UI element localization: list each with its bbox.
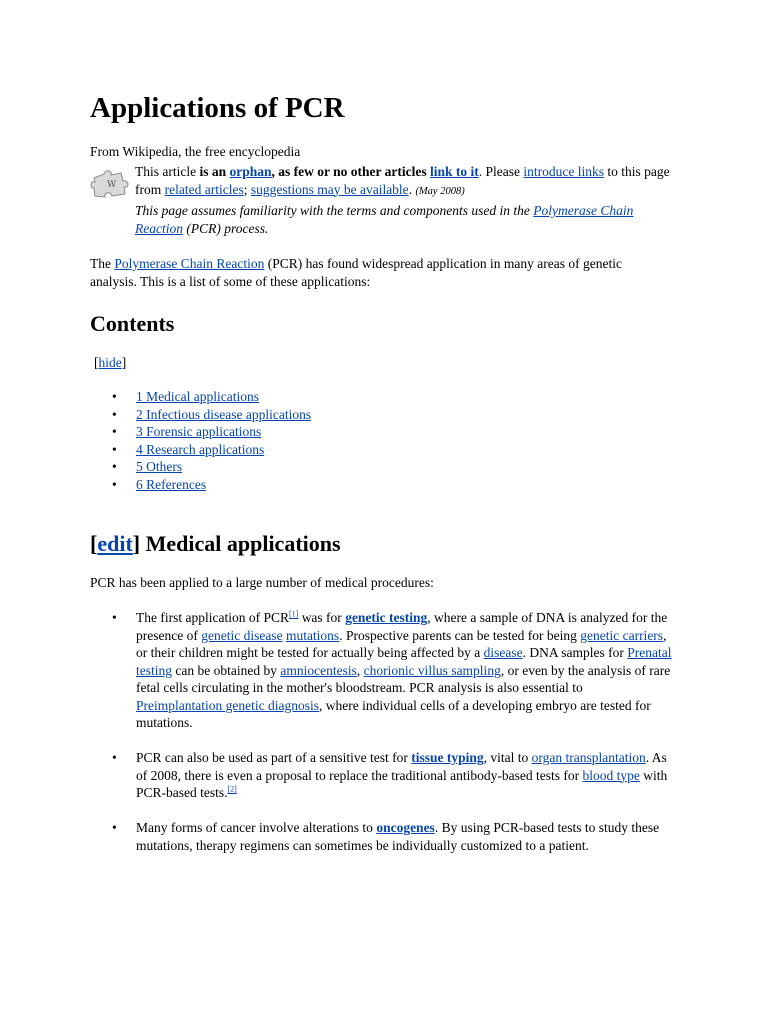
toc-link-references[interactable]: 6 References	[136, 476, 207, 492]
intro-paragraph: The Polymerase Chain Reaction (PCR) has found widespread application in many areas of genetic analysis. This is a list of some of these applications:	[90, 256, 622, 289]
toc-item	[90, 441, 311, 459]
pcr-link-intro[interactable]: Polymerase Chain Reaction	[114, 256, 265, 271]
hide-toggle: [hide]	[94, 355, 127, 370]
contents-heading: Contents	[90, 311, 175, 336]
amniocentesis-link[interactable]: amniocentesis	[280, 662, 357, 678]
toc-item	[90, 458, 311, 476]
ref-1-link[interactable]: [1]	[288, 609, 299, 619]
related-articles-link[interactable]: related articles	[164, 181, 244, 197]
organ-transplantation-link[interactable]: organ transplantation	[531, 750, 646, 765]
oncogenes-link[interactable]: oncogenes	[376, 820, 435, 835]
toc-item	[90, 406, 311, 424]
hide-link[interactable]: hide	[98, 355, 122, 370]
prenatal-testing-link[interactable]: Prenatal testing	[136, 645, 672, 678]
medical-list	[90, 609, 672, 872]
toc-list	[90, 388, 311, 494]
orphan-notice: This article is an orphan, as few or no other articles link to it. Please introduce links to this page from related articles; suggestions may be available. (May 2008)	[135, 164, 670, 197]
chorionic-villus-link[interactable]: chorionic villus sampling	[363, 662, 501, 678]
section-lead: PCR has been applied to a large number of medical procedures:	[90, 575, 434, 590]
edit-link[interactable]: edit	[97, 531, 133, 556]
toc-link-research[interactable]: 4 Research applications	[136, 441, 265, 457]
toc-item	[90, 476, 311, 494]
pgd-link[interactable]: Preimplantation genetic diagnosis	[136, 697, 319, 713]
list-item: • Many forms of cancer involve alterations to oncogenes. By using PCR-based tests to study these mutations, therapy regimens can sometimes be individually customized to a patient.	[90, 819, 672, 854]
ref-2-link[interactable]: [2]	[227, 784, 237, 794]
svg-text:W: W	[107, 180, 117, 190]
link-to-it-link[interactable]: link to it	[430, 164, 479, 179]
assumes-note: This page assumes familiarity with the terms and components used in the Polymerase Chain Reaction (PCR) process.	[135, 203, 634, 236]
tagline: From Wikipedia, the free encyclopedia	[90, 144, 301, 159]
section-heading-medical: [edit] Medical applications	[90, 531, 341, 556]
toc-item	[90, 388, 311, 406]
suggestions-link[interactable]: suggestions may be available	[250, 181, 409, 197]
toc-item	[90, 423, 311, 441]
list-item: • PCR can also be used as part of a sensitive test for tissue typing, vital to organ transplantation. As of 2008, there is even a proposal to replace the traditional antibody-based tests for blood type with PCR-based tests.[2]	[90, 749, 672, 802]
toc-link-forensic[interactable]: 3 Forensic applications	[136, 424, 262, 440]
toc-link-infectious[interactable]: 2 Infectious disease applications	[136, 406, 312, 422]
toc-link-medical[interactable]: 1 Medical applications	[136, 389, 259, 404]
tissue-typing-link[interactable]: tissue typing	[411, 750, 484, 765]
disease-link[interactable]: disease	[483, 645, 523, 660]
orphan-link[interactable]: orphan	[229, 164, 272, 179]
puzzle-icon	[90, 168, 130, 198]
notice-date: (May 2008)	[415, 185, 465, 197]
page-title: Applications of PCR	[90, 92, 345, 124]
mutations-link[interactable]: mutations	[285, 627, 340, 643]
genetic-carriers-link[interactable]: genetic carriers	[580, 627, 664, 643]
genetic-disease-link[interactable]: genetic disease	[201, 627, 283, 643]
list-item: • The first application of PCR[1] was for genetic testing, where a sample of DNA is analyzed for the presence of genetic disease mutations. Prospective parents can be tested for being genetic carriers, or their children might be tested for actually being affected by a disease. DNA samples for Prenatal testing can be obtained by amniocentesis, chorionic villus sampling, or even by the analysis of rare fetal cells circulating in the mother's bloodstream. PCR analysis is also essential to Preimplantation genetic diagnosis, where individual cells of a developing embryo are tested for mutations.	[90, 609, 672, 732]
genetic-testing-link[interactable]: genetic testing	[345, 610, 428, 625]
pcr-link-note[interactable]: Polymerase Chain Reaction	[135, 203, 634, 236]
blood-type-link[interactable]: blood type	[582, 767, 640, 783]
toc-link-others[interactable]: 5 Others	[136, 459, 183, 475]
introduce-links-link[interactable]: introduce links	[523, 164, 605, 179]
